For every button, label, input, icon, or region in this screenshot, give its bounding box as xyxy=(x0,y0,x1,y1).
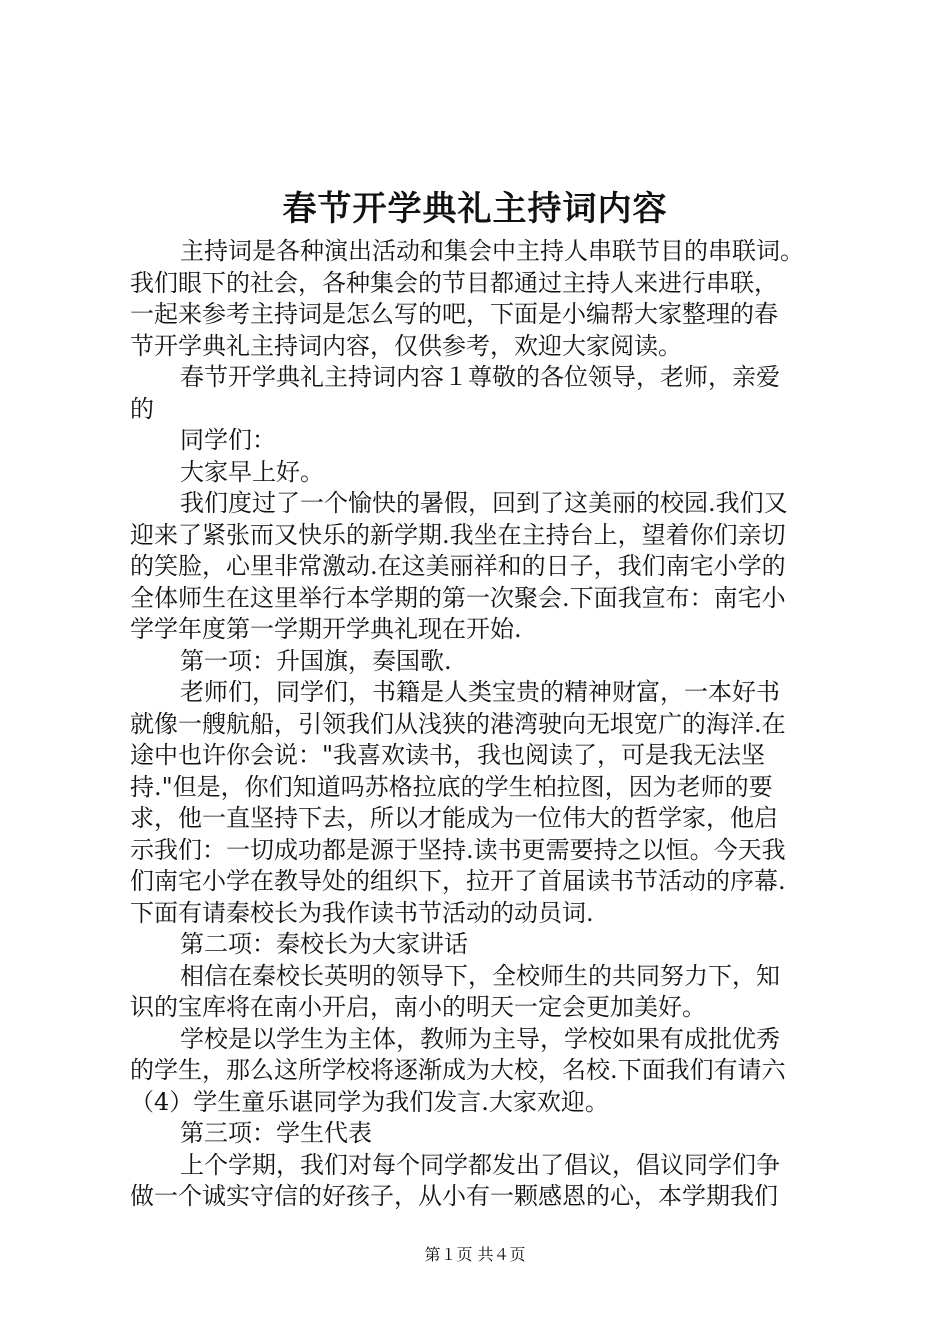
body-line: 做一个诚实守信的好孩子，从小有一颗感恩的心，本学期我们 xyxy=(130,1182,778,1210)
body-line: 的 xyxy=(130,394,154,423)
body-line: 上个学期，我们对每个同学都发出了倡议，倡议同学们争 xyxy=(180,1150,780,1179)
body-line: 示我们：一切成功都是源于坚持.读书更需要持之以恒。今天我 xyxy=(130,835,786,864)
body-line: 途中也许你会说："我喜欢读书，我也阅读了，可是我无法坚 xyxy=(130,741,766,769)
body-line: 迎来了紧张而又快乐的新学期.我坐在主持台上，望着你们亲切 xyxy=(130,520,786,549)
document-body xyxy=(130,236,842,1213)
body-line: 的学生，那么这所学校将逐渐成为大校，名校.下面我们有请六 xyxy=(130,1056,786,1084)
body-line: 大家早上好。 xyxy=(180,457,324,486)
body-line: 同学们： xyxy=(180,426,276,454)
body-line: 我们眼下的社会，各种集会的节目都通过主持人来进行串联， xyxy=(130,268,778,297)
body-line: 一起来参考主持词是怎么写的吧，下面是小编帮大家整理的春 xyxy=(130,300,778,328)
body-line: 节开学典礼主持词内容，仅供参考，欢迎大家阅读。 xyxy=(130,331,682,360)
body-line: 们南宅小学在教导处的组织下，拉开了首届读书节活动的序幕. xyxy=(130,867,786,895)
body-line: 老师们，同学们，书籍是人类宝贵的精神财富，一本好书 xyxy=(180,678,780,706)
body-line: 学学年度第一学期开学典礼现在开始. xyxy=(130,615,522,643)
body-line: 主持词是各种演出活动和集会中主持人串联节目的串联词。 xyxy=(180,237,804,265)
body-line: 第二项：秦校长为大家讲话 xyxy=(180,930,468,958)
body-line: 全体师生在这里举行本学期的第一次聚会.下面我宣布：南宅小 xyxy=(130,583,786,612)
body-line: 相信在秦校长英明的领导下，全校师生的共同努力下，知 xyxy=(180,961,780,990)
body-line: 下面有请秦校长为我作读书节活动的动员词. xyxy=(130,898,594,927)
body-line: 的笑脸，心里非常激动.在这美丽祥和的日子，我们南宅小学的 xyxy=(130,552,786,580)
body-line: 第一项：升国旗，奏国歌. xyxy=(180,646,452,675)
body-line: 识的宝库将在南小开启，南小的明天一定会更加美好。 xyxy=(130,993,706,1021)
body-line: 春节开学典礼主持词内容１尊敬的各位领导，老师，亲爱 xyxy=(180,363,780,391)
body-line: 就像一艘航船，引领我们从浅狭的港湾驶向无垠宽广的海洋.在 xyxy=(130,709,786,738)
body-line: （4）学生童乐谌同学为我们发言.大家欢迎。 xyxy=(130,1087,609,1116)
body-line: 第三项：学生代表 xyxy=(180,1119,372,1147)
document-title: 春节开学典礼主持词内容 xyxy=(282,189,668,229)
body-line: 求，他一直坚持下去，所以才能成为一位伟大的哲学家，他启 xyxy=(130,804,778,832)
body-line: 持."但是，你们知道吗苏格拉底的学生柏拉图，因为老师的要 xyxy=(130,772,773,801)
body-line: 我们度过了一个愉快的暑假，回到了这美丽的校园.我们又 xyxy=(180,489,788,517)
body-line: 学校是以学生为主体，教师为主导，学校如果有成批优秀 xyxy=(180,1024,780,1053)
page-footer: 第１页 共４页 xyxy=(424,1245,526,1264)
